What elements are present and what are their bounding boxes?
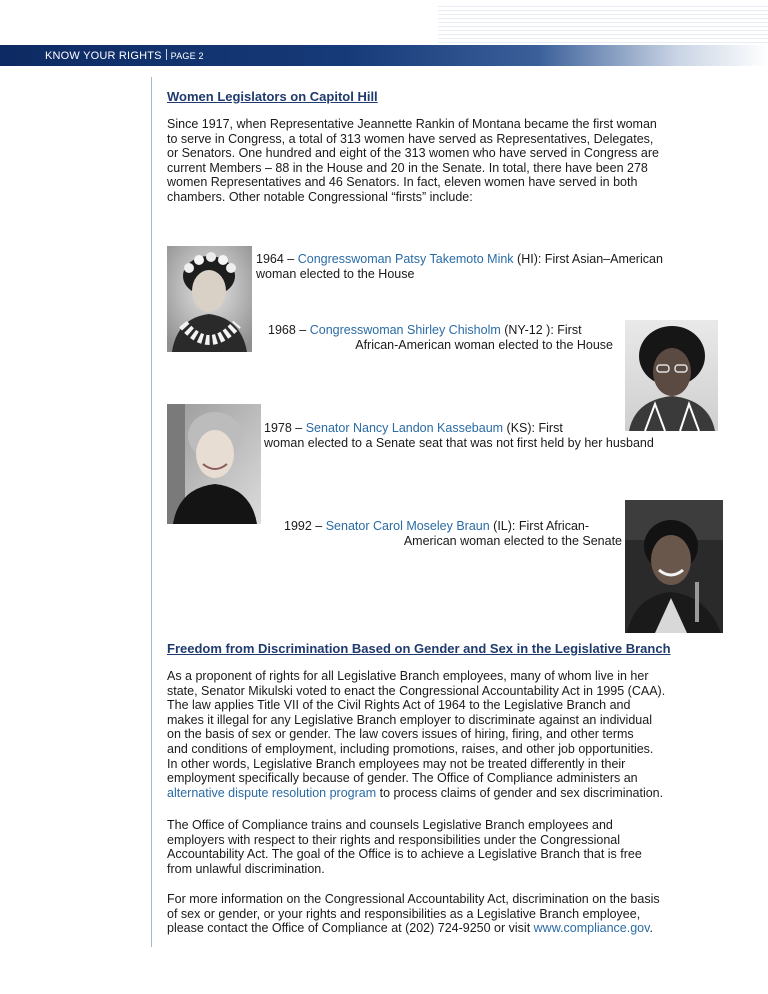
office-line: The Office of Compliance trains and counsels Legislative Branch employees and (167, 818, 613, 832)
link-alternative-dispute-resolution[interactable]: alternative dispute resolution program (167, 785, 377, 800)
entry-detail: (KS): First (503, 421, 563, 435)
link-patsy-mink[interactable]: Congresswoman Patsy Takemoto Mink (297, 252, 514, 266)
section-heading-women-legislators: Women Legislators on Capitol Hill (167, 89, 378, 104)
entry-year: 1978 – (264, 421, 306, 435)
entry-detail: (NY-12 ): First (500, 323, 582, 337)
entry-year: 1964 – (256, 252, 298, 266)
portrait-patsy-mink (167, 246, 252, 352)
portrait-carol-moseley-braun (625, 500, 723, 633)
caa-line: The law applies Title VII of the Civil Rights Act of 1964 to the Legislative Branch and (167, 698, 631, 713)
link-carol-moseley-braun[interactable]: Senator Carol Moseley Braun (325, 519, 490, 533)
intro-line: to serve in Congress, a total of 313 women have served as Representatives, Delegates, (167, 131, 654, 146)
office-line: Accountability Act. The goal of the Office is to achieve a Legislative Branch that is free (167, 847, 642, 862)
contact-line: of sex or gender, or your rights and responsibilities as a Legislative Branch employee, (167, 906, 641, 921)
first-entry-1978 (264, 421, 724, 451)
first-entry-1968 (268, 323, 613, 353)
margin-rule (151, 77, 152, 947)
link-compliance-website[interactable]: www.compliance.gov (533, 921, 650, 936)
caa-line: employment specifically because of gender. The Office of Compliance administers an (167, 771, 638, 786)
entry-detail: (HI): First Asian–American (513, 252, 663, 266)
office-line: employers with respect to their rights and responsibilities under the Congressional (167, 832, 621, 847)
header-divider (166, 49, 167, 60)
contact-paragraph (167, 892, 722, 936)
intro-line: Since 1917, when Representative Jeannette Rankin of Montana became the first woman (167, 117, 657, 131)
office-paragraph (167, 818, 722, 876)
entry-line2: American woman elected to the Senate (403, 534, 622, 548)
entry-detail: (IL): First African- (489, 519, 590, 533)
entry-line2: African-American woman elected to the House (355, 338, 613, 352)
contact-line: please contact the Office of Compliance at (202) 724-9250 or visit (167, 921, 534, 936)
contact-line: For more information on the Congressional Accountability Act, discrimination on the basis (167, 892, 660, 906)
entry-line2: woman elected to the House (256, 267, 415, 281)
caa-line: state, Senator Mikulski voted to enact the Congressional Accountability Act in 1995 (CAA). (167, 683, 666, 698)
entry-year: 1968 – (268, 323, 310, 337)
entry-line2: woman elected to a Senate seat that was not first held by her husband (264, 436, 654, 450)
intro-line: current Members – 88 in the House and 20 in the Senate. In total, there have been 278 (167, 160, 648, 175)
first-entry-1964 (256, 252, 716, 282)
caa-line: on the basis of sex or gender. The law covers issues of hiring, firing, and other terms (167, 727, 634, 742)
intro-line: women Representatives and 46 Senators. In fact, eleven women have served in both (167, 175, 638, 190)
first-entry-1992 (284, 519, 622, 549)
caa-line-tail: to process claims of gender and sex discrimination. (376, 785, 664, 800)
link-shirley-chisholm[interactable]: Congresswoman Shirley Chisholm (309, 323, 501, 337)
intro-line: chambers. Other notable Congressional “firsts” include: (167, 189, 473, 204)
office-line: from unlawful discrimination. (167, 861, 325, 876)
intro-paragraph (167, 117, 722, 205)
intro-line: or Senators. One hundred and eight of the 313 women who have served in Congress are (167, 146, 659, 161)
portrait-nancy-kassebaum (167, 404, 261, 524)
caa-line: In other words, Legislative Branch employees may not be treated differently in their (167, 756, 626, 771)
entry-year: 1992 – (284, 519, 326, 533)
caa-paragraph (167, 669, 722, 800)
header-page-number: PAGE 2 (170, 51, 204, 61)
portrait-shirley-chisholm (625, 320, 718, 431)
caa-line: makes it illegal for any Legislative Branch employer to discriminate against an individual (167, 712, 652, 727)
header-title: KNOW YOUR RIGHTS (45, 50, 162, 62)
caa-line: and conditions of employment, including promotions, raises, and other job opportunities. (167, 741, 654, 756)
link-nancy-kassebaum[interactable]: Senator Nancy Landon Kassebaum (305, 421, 504, 435)
section-heading-freedom-from-discrimination: Freedom from Discrimination Based on Gender and Sex in the Legislative Branch (167, 641, 671, 656)
caa-line: As a proponent of rights for all Legislative Branch employees, many of whom live in her (167, 669, 649, 683)
running-header (45, 49, 204, 62)
contact-period: . (649, 921, 653, 936)
